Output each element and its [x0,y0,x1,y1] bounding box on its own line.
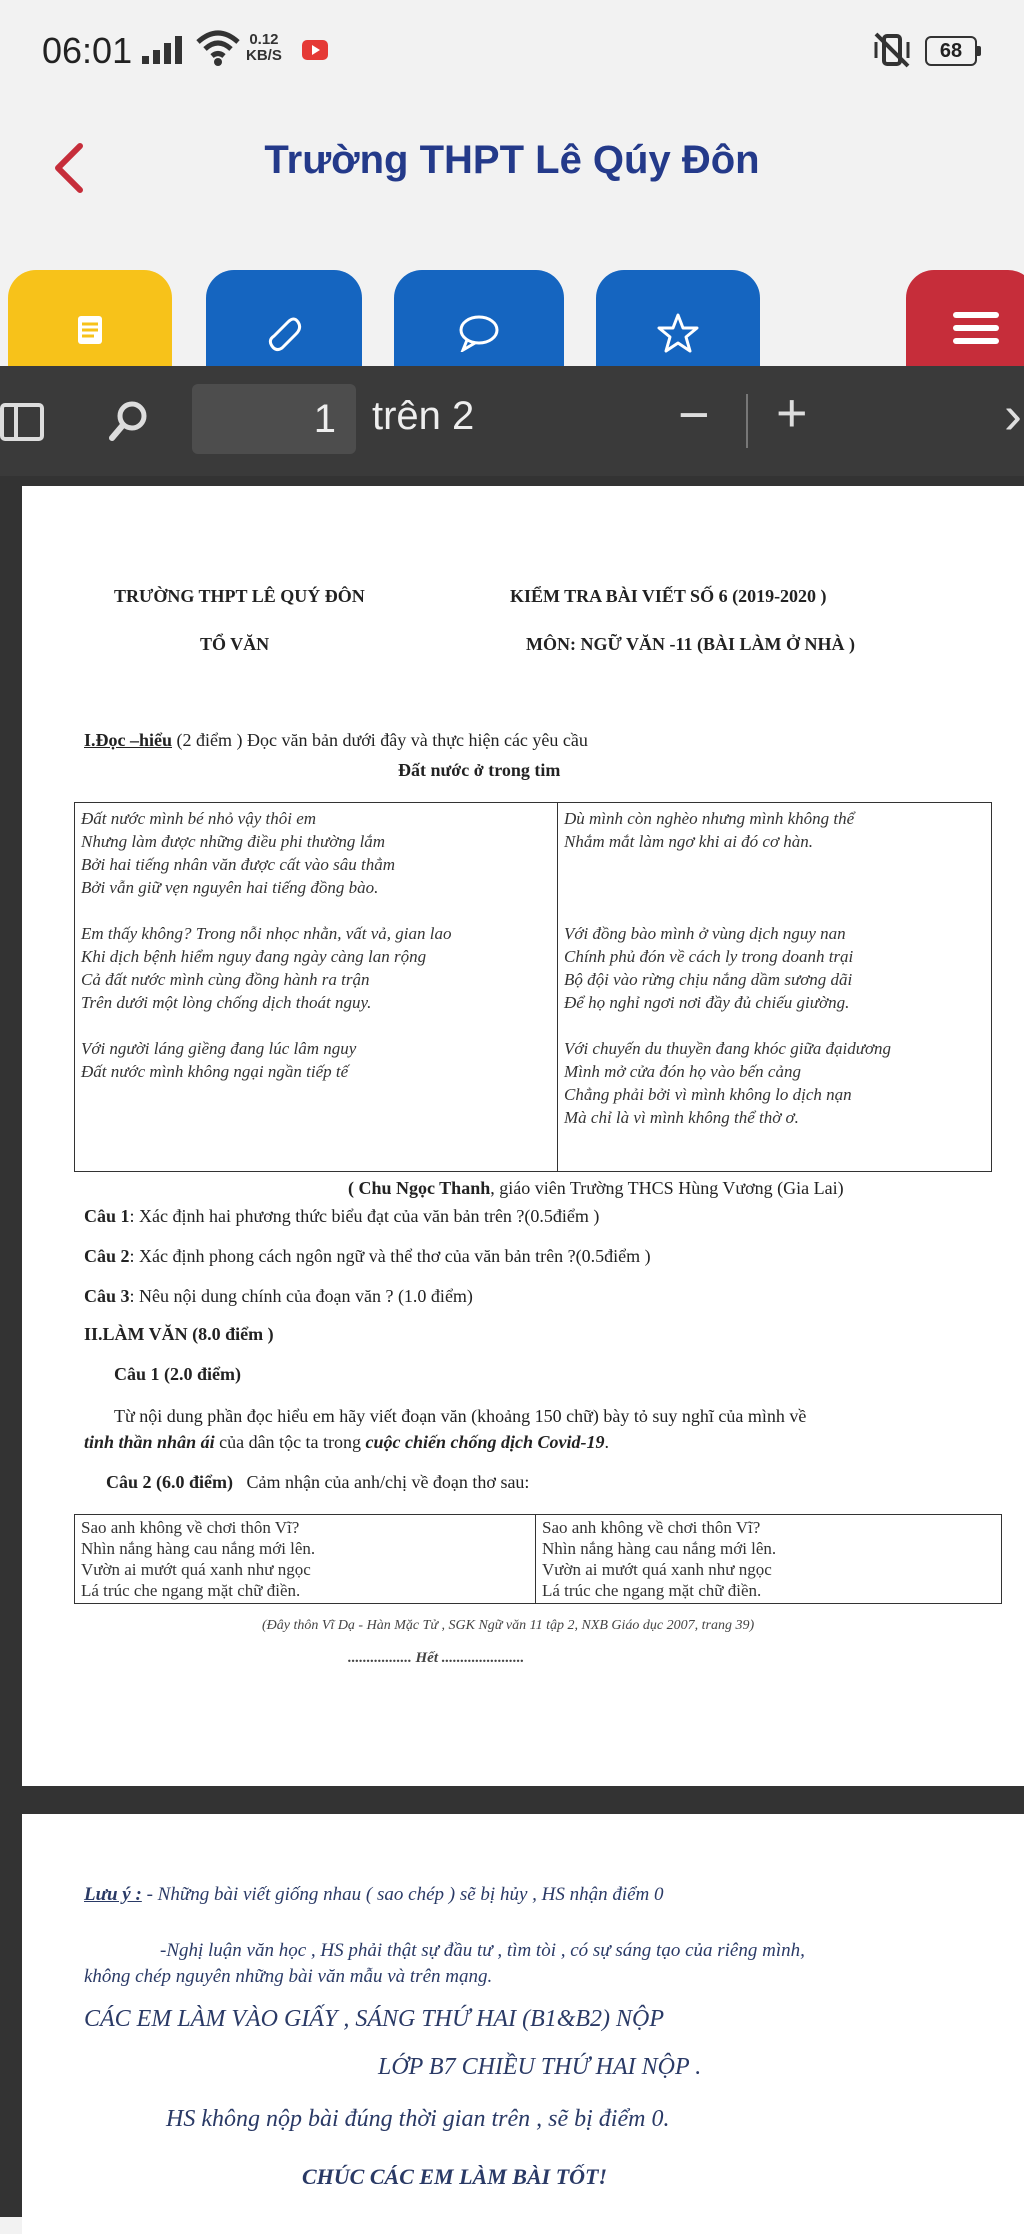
instruction-line-2: LỚP B7 CHIỀU THỨ HAI NỘP . [378,2054,702,2080]
paperclip-icon [264,312,304,352]
search-icon[interactable] [108,400,150,442]
poem2-table: Sao anh không về chơi thôn Vĩ? Nhìn nắng hàng cau nắng mới lên. Vườn ai mướt quá xanh như ngọc Lá trúc che ngang mặt chữ điền. Sao anh không về chơi thôn Vĩ? Nhìn nắng hàng cau nắng mới lên. Vườn ai mướt quá xanh như ngọc Lá trúc che ngang mặt chữ điền. [74,1514,1002,1604]
book-icon [72,312,108,348]
app-header [0,100,1024,240]
question-3: Câu 3: Nêu nội dung chính của đoạn văn ? (1.0 điểm) [84,1286,473,1306]
essay-question-1-line2: tinh thần nhân ái của dân tộc ta trong cuộc chiến chống dịch Covid-19. [84,1432,610,1452]
network-speed: 0.12 KB/S [246,31,282,64]
note-line-2: -Nghị luận văn học , HS phải thật sự đầu tư , tìm tòi , có sự sáng tạo của riêng mình, [160,1940,805,1961]
exam-subject: MÔN: NGỮ VĂN -11 (BÀI LÀM Ở NHÀ ) [526,634,855,654]
stanza: Với chuyến du thuyền đang khóc giữa đạidương Mình mở cửa đón họ vào bến cảng Chẳng phải bởi vì mình không lo dịch nạn Mà chỉ là vì mình không thể thờ ơ. [564,1039,892,1127]
sidebar-toggle-icon[interactable] [0,402,44,442]
stanza: Với đồng bào mình ở vùng dịch nguy nan Chính phủ đón về cách ly trong doanh trại Bộ đội vào rừng chịu nắng dầm sương dãi Để họ nghỉ ngơi nơi đầy đủ chiếu giường. [564,924,854,1012]
end-mark: ................. Hết ...................... [348,1650,525,1666]
tab-attachments[interactable] [206,270,362,380]
page-number-input[interactable]: 1 [192,384,356,454]
tab-menu[interactable] [906,270,1024,380]
battery-indicator: 68 [925,36,977,66]
tab-comments[interactable] [394,270,564,380]
tab-bar [0,258,1024,366]
essay-question-1-line1: Từ nội dung phần đọc hiểu em hãy viết đoạn văn (khoảng 150 chữ) bày tỏ suy nghĩ của mình về [114,1406,807,1426]
stanza: Đất nước mình bé nhỏ vậy thôi em Nhưng làm được những điều phi thường lắm Bởi hai tiếng nhân văn được cất vào sâu thẳm Bởi vẫn giữ vẹn nguyên hai tiếng đồng bào. [81,809,396,897]
exam-title: KIỂM TRA BÀI VIẾT SỐ 6 (2019-2020 ) [510,586,827,606]
stanza: Với người láng giềng đang lúc lâm nguy Đất nước mình không ngại ngần tiếp tế [81,1039,357,1081]
essay-question-2: Câu 2 (6.0 điểm) Cảm nhận của anh/chị về đoạn thơ sau: [106,1472,530,1492]
essay-question-1-heading: Câu 1 (2.0 điểm) [114,1364,241,1384]
note-line-3: không chép nguyên những bài văn mẫu và trên mạng. [84,1966,493,1987]
pdf-page-1 [22,486,1024,1786]
tab-favorites[interactable] [596,270,760,380]
page-title: Trường THPT Lê Qúy Đôn [264,138,760,182]
stanza: Dù mình còn nghèo nhưng mình không thể Nhắm mắt làm ngơ khi ai đó cơ hàn. [564,809,855,851]
status-bar [0,0,1024,100]
page-count-label: trên 2 [372,394,475,438]
zoom-in-button[interactable]: + [776,383,808,443]
tab-book[interactable] [8,270,172,380]
zoom-out-button[interactable]: − [678,385,710,445]
closing-wish: CHÚC CÁC EM LÀM BÀI TỐT! [302,2164,608,2189]
chat-icon [457,312,501,352]
pdf-viewer[interactable] [0,476,1024,2217]
section2-heading: II.LÀM VĂN (8.0 điểm ) [84,1324,274,1344]
instruction-line-1: CÁC EM LÀM VÀO GIẤY , SÁNG THỨ HAI (B1&B2) NỘP [84,2006,665,2032]
question-2: Câu 2: Xác định phong cách ngôn ngữ và thể thơ của văn bản trên ?(0.5điểm ) [84,1246,651,1266]
school-name: TRƯỜNG THPT LÊ QUÝ ĐÔN [114,586,365,606]
toolbar-divider [746,394,748,448]
status-time: 06:01 [42,30,133,71]
note-line-1: Lưu ý : - Những bài viết giống nhau ( sao chép ) sẽ bị hủy , HS nhận điểm 0 [84,1884,664,1905]
pdf-page-2 [22,1814,1024,2234]
poem-title: Đất nước ở trong tim [398,760,561,780]
poem-table [74,802,992,1172]
poem-author: ( Chu Ngọc Thanh, giáo viên Trường THCS Hùng Vương (Gia Lai) [348,1178,844,1198]
question-1: Câu 1: Xác định hai phương thức biểu đạt của văn bản trên ?(0.5điểm ) [84,1206,600,1226]
section1-heading: I.Đọc –hiểu (2 điểm ) Đọc văn bản dưới đây và thực hiện các yêu cầu [84,730,588,750]
vibrate-mute-icon [872,32,912,68]
stanza: Em thấy không? Trong nỗi nhọc nhằn, vất vả, gian lao Khi dịch bệnh hiểm nguy đang ngày càng lan rộng Cả đất nước mình cùng đồng hành ra trận Trên dưới một lòng chống dịch thoát nguy. [81,924,452,1012]
more-tools-chevron-icon[interactable]: › [1004,385,1022,445]
youtube-notification-icon [302,40,328,60]
instruction-line-3: HS không nộp bài đúng thời gian trên , sẽ bị điểm 0. [166,2106,670,2132]
pdf-toolbar [0,366,1024,476]
wifi-icon [196,30,240,68]
menu-icon [953,308,999,348]
department: TỔ VĂN [200,634,270,654]
signal-icon [142,36,186,64]
poem2-source: (Đây thôn Vĩ Dạ - Hàn Mặc Tử , SGK Ngữ văn 11 tập 2, NXB Giáo dục 2007, trang 39) [262,1618,755,1633]
star-icon [656,312,700,354]
